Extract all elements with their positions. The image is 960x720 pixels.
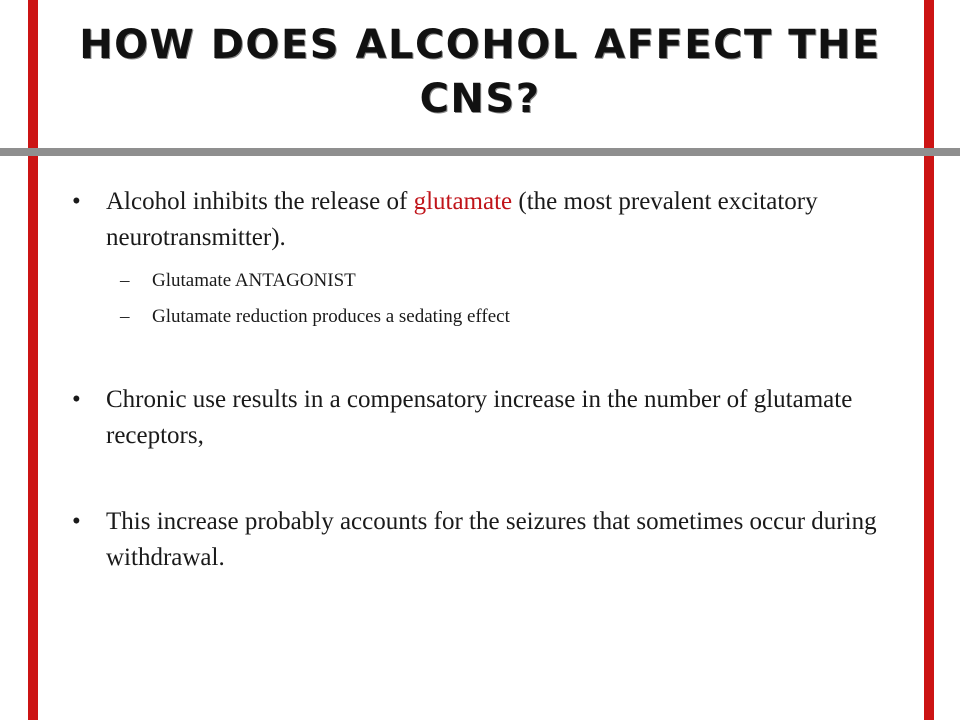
right-accent-bar xyxy=(924,0,934,720)
slide-body xyxy=(70,184,890,576)
sub-bullet-text: Glutamate ANTAGONIST xyxy=(152,270,356,291)
highlight-glutamate: glutamate xyxy=(413,188,513,215)
left-accent-bar xyxy=(28,0,38,720)
bullet-text: This increase probably accounts for the seizures that sometimes occur during withdrawal. xyxy=(106,508,877,571)
sub-bullet-antagonist xyxy=(70,268,890,294)
bullet-glutamate-release xyxy=(70,184,890,256)
dash-icon: – xyxy=(120,306,130,327)
bullet-dot-icon: • xyxy=(72,188,81,215)
bullet-text-post: (the most prevalent excitatory neurotransmitter). xyxy=(106,188,818,251)
bullet-dot-icon: • xyxy=(72,386,81,413)
slide-title: HOW DOES ALCOHOL AFFECT THE CNS? xyxy=(79,22,881,122)
title-divider xyxy=(0,148,960,156)
bullet-seizures xyxy=(70,504,890,576)
sub-bullet-text: Glutamate reduction produces a sedating effect xyxy=(152,306,510,327)
bullet-dot-icon: • xyxy=(72,508,81,535)
bullet-chronic-use xyxy=(70,382,890,454)
dash-icon: – xyxy=(120,270,130,291)
bullet-text-pre: Alcohol inhibits the release of xyxy=(106,188,414,215)
bullet-text: Chronic use results in a compensatory increase in the number of glutamate receptors, xyxy=(106,386,853,449)
sub-bullet-sedating xyxy=(70,304,890,330)
